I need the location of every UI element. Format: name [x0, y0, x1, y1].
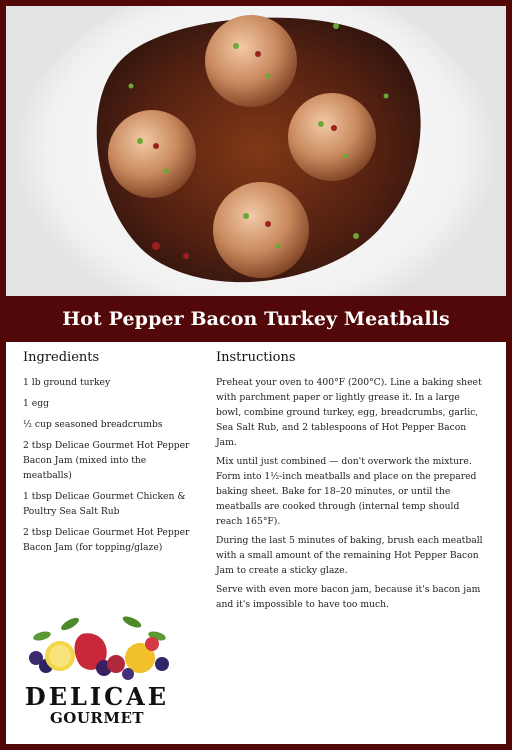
fruit-cluster-icon — [12, 614, 182, 684]
ingredient-item: 2 tbsp Delicae Gourmet Hot Pepper Bacon Jam (mixed into the meatballs) — [23, 440, 190, 481]
ingredient-item: 1 lb ground turkey — [23, 377, 111, 388]
ingredient-item: 2 tbsp Delicae Gourmet Hot Pepper Bacon Jam (for topping/glaze) — [23, 527, 190, 553]
ingredient-item: ½ cup seasoned breadcrumbs — [23, 419, 163, 430]
instruction-step: Serve with even more bacon jam, because it's bacon jam and it's impossible to have too much. — [216, 584, 481, 610]
hero-photo — [6, 6, 506, 296]
title-band — [0, 296, 512, 342]
instructions-column — [216, 350, 484, 616]
instruction-step: Preheat your oven to 400°F (200°C). Line a baking sheet with parchment paper or lightly grease it. In a large bowl, combine ground turkey, egg, breadcrumbs, garlic, Sea Salt Rub, and 2 tablespoons of Hot Pepper Bacon Jam. — [216, 377, 482, 448]
brand-logo — [12, 614, 182, 734]
ingredients-heading: Ingredients — [23, 350, 100, 365]
brand-subname: GOURMET — [49, 709, 145, 727]
instruction-step: Mix until just combined — don't overwork the mixture. Form into 1½-inch meatballs and place on the prepared baking sheet. Bake for 18–20 minutes, or until the meatballs are cooked through (internal temp should reach 165°F). — [216, 456, 477, 527]
recipe-title: Hot Pepper Bacon Turkey Meatballs — [62, 308, 450, 330]
recipe-card — [6, 342, 506, 744]
brand-name: DELICAE — [24, 682, 170, 711]
ingredient-item: 1 tbsp Delicae Gourmet Chicken & Poultry Sea Salt Rub — [23, 491, 186, 517]
ingredients-list — [23, 375, 193, 555]
ingredients-column — [23, 350, 193, 561]
instruction-step: During the last 5 minutes of baking, brush each meatball with a small amount of the remaining Hot Pepper Bacon Jam to create a sticky glaze. — [216, 535, 483, 576]
ingredient-item: 1 egg — [23, 398, 49, 409]
instructions-heading: Instructions — [216, 350, 296, 365]
